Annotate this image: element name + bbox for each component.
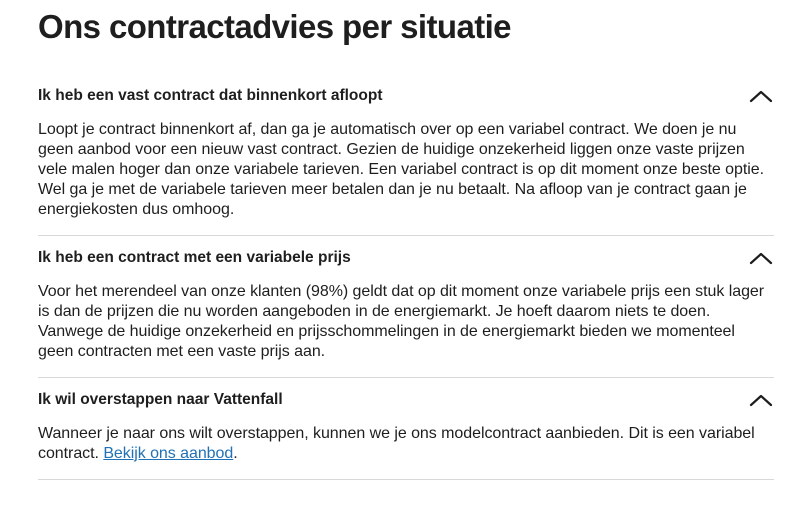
accordion-item-fixed-contract-expiring (38, 74, 774, 236)
accordion-body-text-end: . (233, 445, 238, 462)
accordion-body: Loopt je contract binnenkort af, dan ga je automatisch over op een variabel contract. We doen je nu geen aanbod voor een nieuw vast contract. Gezien de huidige onzekerheid liggen onze vaste prijzen vele malen hoger dan onze variabele tarieven. Een variabel contract is op dit moment onze beste optie. Wel ga je met de variabele tarieven meer betalen dan je nu betaalt. Na afloop van je contract gaan je energiekosten dus omhoog. (38, 121, 765, 218)
accordion-body (38, 422, 774, 479)
view-offer-link[interactable]: Bekijk ons aanbod (103, 445, 234, 462)
accordion-body-text: Wanneer je naar ons wilt overstappen, kunnen we je ons modelcontract aanbieden. Dit is een variabel contract. (38, 425, 755, 462)
page-title: Ons contractadvies per situatie (38, 8, 511, 45)
accordion-title: Ik wil overstappen naar Vattenfall (38, 391, 283, 408)
accordion-item-switch-to-vattenfall (38, 378, 774, 480)
accordion-header-switch-to-vattenfall[interactable] (38, 378, 774, 422)
accordion-item-variable-price (38, 236, 774, 378)
chevron-up-icon[interactable] (748, 250, 774, 266)
page-content (38, 0, 774, 480)
accordion-title: Ik heb een vast contract dat binnenkort afloopt (38, 87, 383, 104)
accordion-header-variable-price[interactable] (38, 236, 774, 280)
accordion-body: Voor het merendeel van onze klanten (98%) geldt dat op dit moment onze variabele prijs een stuk lager is dan de prijzen die nu worden aangeboden in de energiemarkt. Je hoeft daarom niets te doen. Vanwege de huidige onzekerheid en prijsschommelingen in de energiemarkt bieden we momenteel geen contracten met een vaste prijs aan. (38, 283, 765, 360)
accordion-header-fixed-contract-expiring[interactable] (38, 74, 774, 118)
contract-advice-accordion (38, 74, 774, 480)
accordion-title: Ik heb een contract met een variabele prijs (38, 249, 351, 266)
chevron-up-icon[interactable] (748, 88, 774, 104)
chevron-up-icon[interactable] (748, 392, 774, 408)
